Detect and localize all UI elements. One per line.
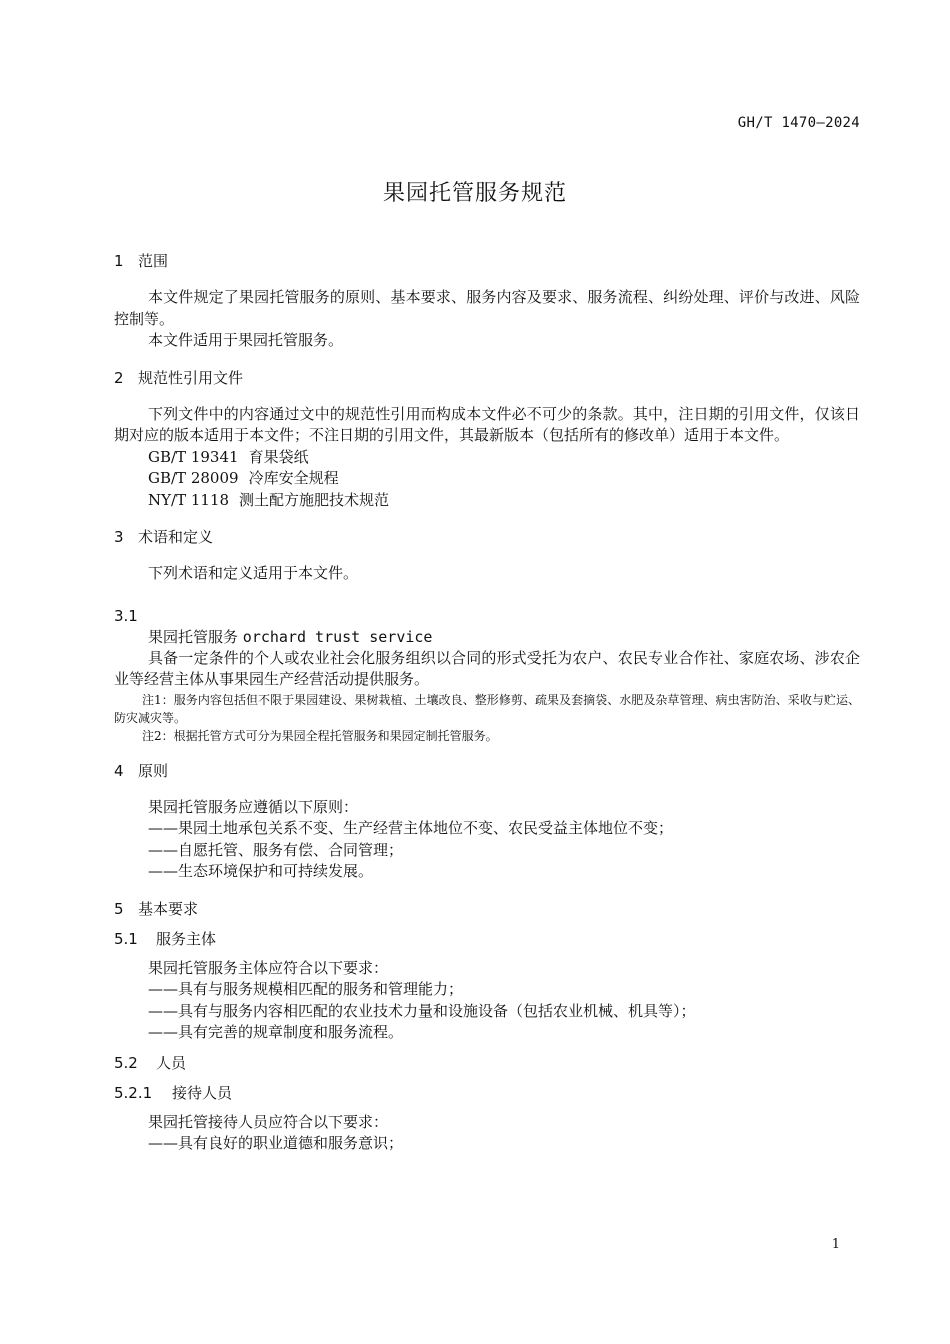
paragraph: 本文件规定了果园托管服务的原则、基本要求、服务内容及要求、服务流程、纠纷处理、评价与改进、风险控制等。 — [114, 288, 860, 328]
reference-name: 测土配方施肥技术规范 — [239, 490, 390, 509]
document-number: GH/T 1470—2024 — [737, 115, 860, 131]
section-title: 术语和定义 — [138, 528, 214, 546]
section-number: 5.2.1 — [114, 1083, 153, 1102]
list-item: ——具有完善的规章制度和服务流程。 — [148, 1023, 404, 1041]
reference-item — [114, 468, 860, 490]
note: 注2：根据托管方式可分为果园全程托管服务和果园定制托管服务。 — [142, 728, 498, 743]
section-number: 2 — [114, 368, 124, 387]
subsection-heading-5-2-1 — [114, 1082, 860, 1104]
section-heading-5 — [114, 898, 860, 920]
term-number: 3.1 — [114, 606, 138, 625]
section-number: 5.2 — [114, 1053, 138, 1072]
section-title: 原则 — [138, 761, 169, 780]
paragraph: 果园托管接待人员应符合以下要求： — [148, 1112, 389, 1131]
reference-name: 冷库安全规程 — [248, 469, 339, 487]
reference-code: GB/T 19341 — [148, 447, 239, 466]
section-title: 规范性引用文件 — [138, 368, 244, 387]
reference-item — [114, 447, 860, 469]
list-item: ——具有良好的职业道德和服务意识； — [148, 1134, 404, 1152]
section-number: 1 — [114, 252, 124, 270]
reference-code: GB/T 28009 — [148, 469, 239, 487]
section-title: 范围 — [138, 252, 169, 270]
term-name-zh: 果园托管服务 — [148, 627, 239, 646]
reference-item — [114, 490, 860, 512]
paragraph: 下列术语和定义适用于本文件。 — [148, 564, 359, 582]
reference-name: 育果袋纸 — [248, 447, 309, 466]
list-item: ——果园土地承包关系不变、生产经营主体地位不变、农民受益主体地位不变； — [148, 819, 674, 837]
section-number: 5 — [114, 899, 124, 918]
term-definition: 具备一定条件的个人或农业社会化服务组织以合同的形式受托为农户、农民专业合作社、家庭农场、涉农企业等经营主体从事果园生产经营活动提供服务。 — [114, 648, 860, 688]
section-title: 接待人员 — [172, 1083, 233, 1102]
document-title: 果园托管服务规范 — [382, 181, 567, 206]
paragraph: 果园托管服务应遵循以下原则： — [148, 797, 359, 816]
list-item: ——具有与服务规模相匹配的服务和管理能力； — [148, 980, 464, 998]
section-title: 服务主体 — [156, 929, 217, 948]
term-name-en: orchard trust service — [242, 627, 433, 646]
document-body — [114, 250, 860, 1155]
list-item: ——生态环境保护和可持续发展。 — [148, 862, 374, 880]
section-title: 基本要求 — [138, 899, 199, 918]
subsection-heading-5-1 — [114, 928, 860, 950]
section-heading-2 — [114, 367, 860, 389]
section-number: 3 — [114, 528, 124, 546]
section-number: 4 — [114, 761, 124, 780]
section-number: 5.1 — [114, 929, 138, 948]
subsection-heading-5-2 — [114, 1052, 860, 1074]
list-item: ——自愿托管、服务有偿、合同管理； — [148, 840, 404, 859]
section-heading-4 — [114, 760, 860, 782]
list-item: ——具有与服务内容相匹配的农业技术力量和设施设备（包括农业机械、机具等）； — [148, 1001, 696, 1020]
section-heading-3 — [114, 526, 860, 548]
page-number: 1 — [831, 1237, 840, 1252]
term-name — [114, 627, 860, 648]
paragraph: 下列文件中的内容通过文中的规范性引用而构成本文件必不可少的条款。其中，注日期的引用文件，仅该日期对应的版本适用于本文件；不注日期的引用文件，其最新版本（包括所有的修改单）适用于本文件。 — [114, 404, 860, 444]
note: 注1：服务内容包括但不限于果园建设、果树栽植、土壤改良、整形修剪、疏果及套摘袋、水肥及杂草管理、病虫害防治、采收与贮运、防灾减灾等。 — [114, 692, 860, 725]
paragraph: 本文件适用于果园托管服务。 — [148, 331, 344, 349]
reference-code: NY/T 1118 — [148, 490, 230, 509]
section-heading-1 — [114, 250, 860, 272]
paragraph: 果园托管服务主体应符合以下要求： — [148, 958, 389, 977]
section-title: 人员 — [156, 1053, 187, 1072]
